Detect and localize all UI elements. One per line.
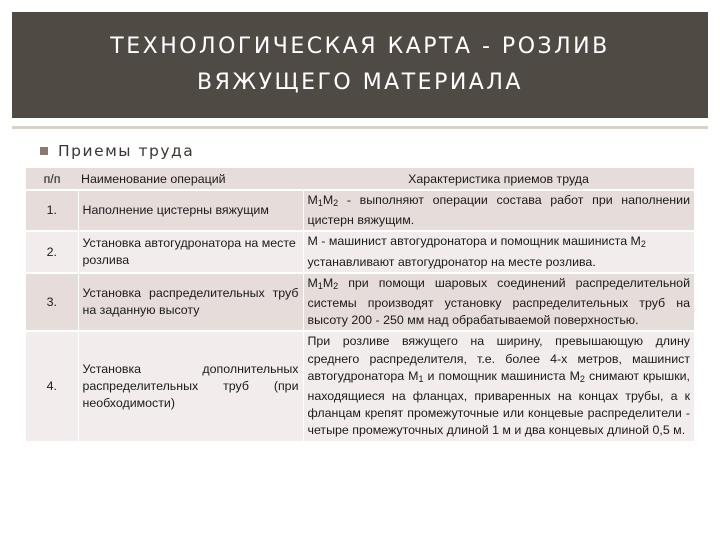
row-operation: Наполнение цистерны вяжущим: [78, 190, 303, 231]
table-row: [26, 273, 694, 332]
row-number: 4.: [26, 331, 78, 441]
table-row: [26, 231, 694, 272]
section-label: Приемы труда: [58, 142, 195, 160]
title-bar: [12, 12, 708, 118]
row-characteristic: М - машинист автогудронатора и помощник машиниста $М_2$ устанавливают автогудронатор на месте розлива.: [303, 231, 694, 272]
column-header-characteristic: Характеристика приемов труда: [303, 168, 694, 190]
row-characteristic: $М_1М_2$ - выполняют операции состава работ при наполнении цистерн вяжущим.: [303, 190, 694, 231]
row-number: 1.: [26, 190, 78, 231]
table-row: [26, 190, 694, 231]
column-header-num: п/п: [26, 168, 78, 190]
row-operation: Установка дополнительных распределительных труб (при необходимости): [78, 331, 303, 441]
row-number: 3.: [26, 273, 78, 332]
page-title: [40, 29, 680, 101]
row-operation: Установка распределительных труб на заданную высоту: [78, 273, 303, 332]
divider: [12, 126, 708, 129]
square-bullet-icon: [40, 147, 48, 155]
title-line-2: ВЯЖУЩЕГО МАТЕРИАЛА: [197, 70, 523, 95]
row-characteristic: При розливе вяжущего на ширину, превышающую длину среднего распределителя, т.е. более 4-х метров, машинист автогудронатора $М_1$ и помощник машиниста $М_2$ снимают крышки, находящиеся на фланцах, приваренных на концах трубы, а к фланцам крепят промежуточные или концевые распределители - четыре промежуточных длиной 1 м и два концевых длиной 0,5 м.: [303, 331, 694, 441]
row-operation: Установка автогудронатора на месте розлива: [78, 231, 303, 272]
table-header-row: [26, 168, 694, 190]
title-line-1: ТЕХНОЛОГИЧЕСКАЯ КАРТА - РОЗЛИВ: [110, 34, 610, 59]
row-number: 2.: [26, 231, 78, 272]
table-row: [26, 331, 694, 441]
row-characteristic: $М_1М_2$ при помощи шаровых соединений распределительной системы производят установку распределительных труб на высоту 200 - 250 мм над обрабатываемой поверхностью.: [303, 273, 694, 332]
operations-table: [26, 168, 694, 443]
column-header-operation: Наименование операций: [78, 168, 303, 190]
section-bullet: [40, 139, 194, 163]
